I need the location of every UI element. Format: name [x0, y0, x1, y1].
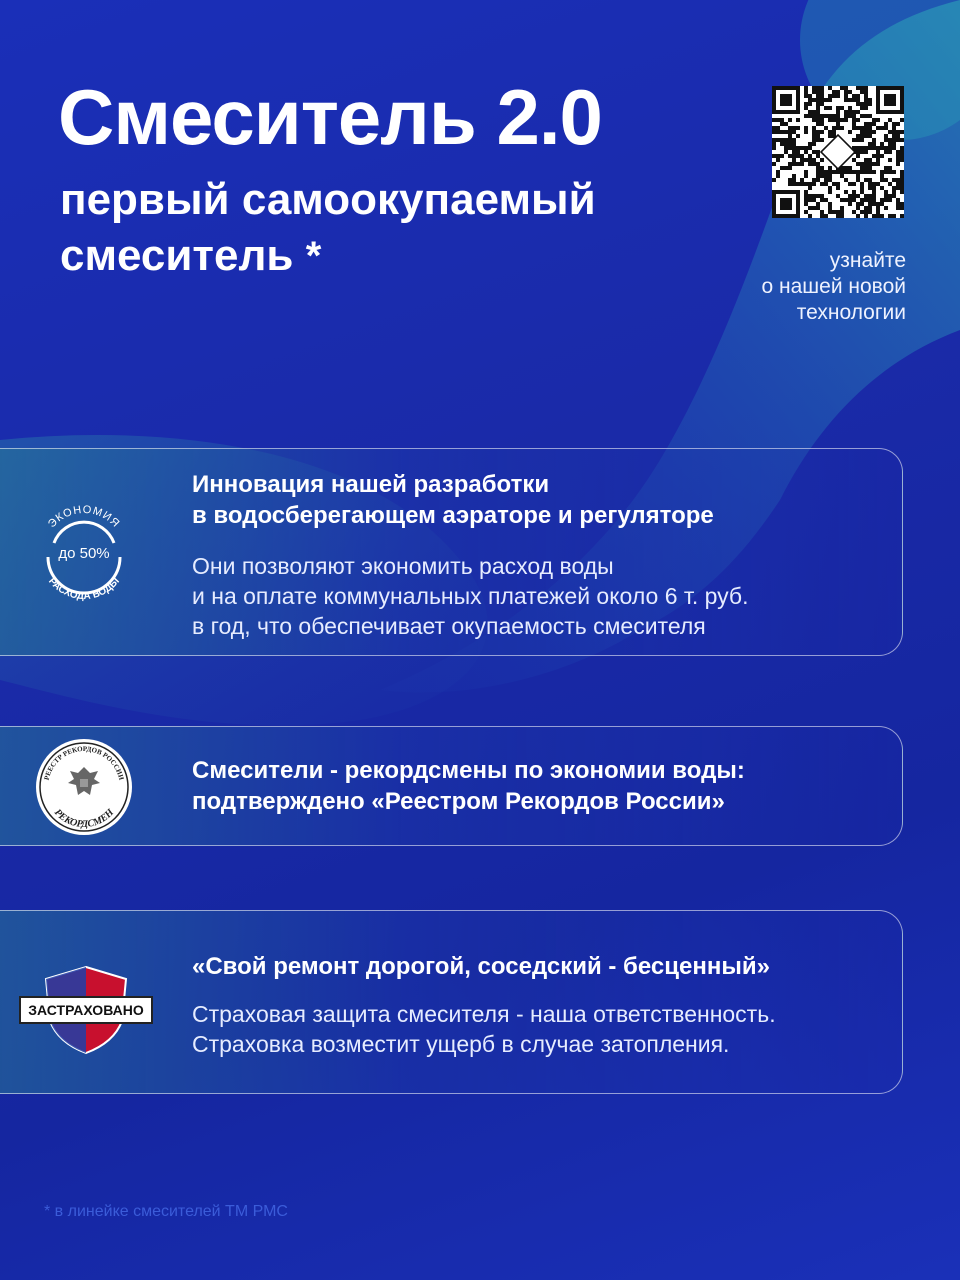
card-title — [192, 951, 770, 982]
card-title-line: Инновация нашей разработки — [192, 471, 550, 498]
qr-caption-line: технологии — [796, 301, 906, 324]
footnote: * в линейке смесителей ТМ РМС — [44, 1203, 288, 1220]
qr-code-icon[interactable] — [772, 86, 904, 218]
qr-caption — [686, 248, 906, 326]
subtitle-footnote-mark: * — [305, 234, 322, 278]
svg-text:ЭКОНОМИЯ — [46, 504, 122, 530]
economy-badge-icon — [28, 497, 140, 609]
card-text-line: и на оплате коммунальных платежей около 6 т. руб. — [192, 583, 749, 609]
feature-card-record — [0, 726, 903, 846]
page-title: Смеситель 2.0 — [58, 73, 602, 161]
subtitle-text: первый самоокупаемый смеситель — [60, 175, 596, 280]
card-title-line: Смесители - рекордсмены по экономии воды: — [192, 757, 745, 784]
card-text-line: в год, что обеспечивает окупаемость смесителя — [192, 613, 706, 639]
card-title-line: «Свой ремонт дорогой, соседский - бесценный» — [192, 953, 770, 980]
card-title — [192, 469, 714, 531]
badge-top-text: ЭКОНОМИЯ — [45, 503, 123, 531]
seal-top-text: РЕЕСТР РЕКОРДОВ РОССИИ — [42, 744, 126, 781]
card-title-line: в водосберегающем аэраторе и регуляторе — [192, 502, 714, 529]
insured-shield-icon — [16, 963, 156, 1055]
feature-card-insurance — [0, 910, 903, 1094]
svg-text:РАСХОДА ВОДЫ — [46, 576, 122, 603]
card-title — [192, 755, 745, 817]
card-title-line: подтверждено «Реестром Рекордов России» — [192, 788, 725, 815]
record-registry-seal-icon — [34, 737, 134, 837]
card-text — [192, 551, 749, 641]
feature-card-economy — [0, 448, 903, 656]
card-text-line: Они позволяют экономить расход воды — [192, 553, 614, 579]
qr-caption-line: узнайте — [829, 249, 906, 272]
card-text-line: Страховая защита смесителя - наша ответственность. — [192, 1001, 776, 1027]
card-text — [192, 999, 776, 1059]
seal-bottom-text: РЕКОРДСМЕН — [51, 807, 117, 831]
card-text-line: Страховка возместит ущерб в случае затопления. — [192, 1031, 730, 1057]
page-subtitle — [60, 172, 740, 284]
shield-label: ЗАСТРАХОВАНО — [28, 1002, 144, 1018]
badge-center-text: до 50% — [58, 545, 110, 562]
qr-caption-line: о нашей новой — [761, 275, 906, 298]
badge-bottom-text: РАСХОДА ВОДЫ — [46, 575, 122, 603]
